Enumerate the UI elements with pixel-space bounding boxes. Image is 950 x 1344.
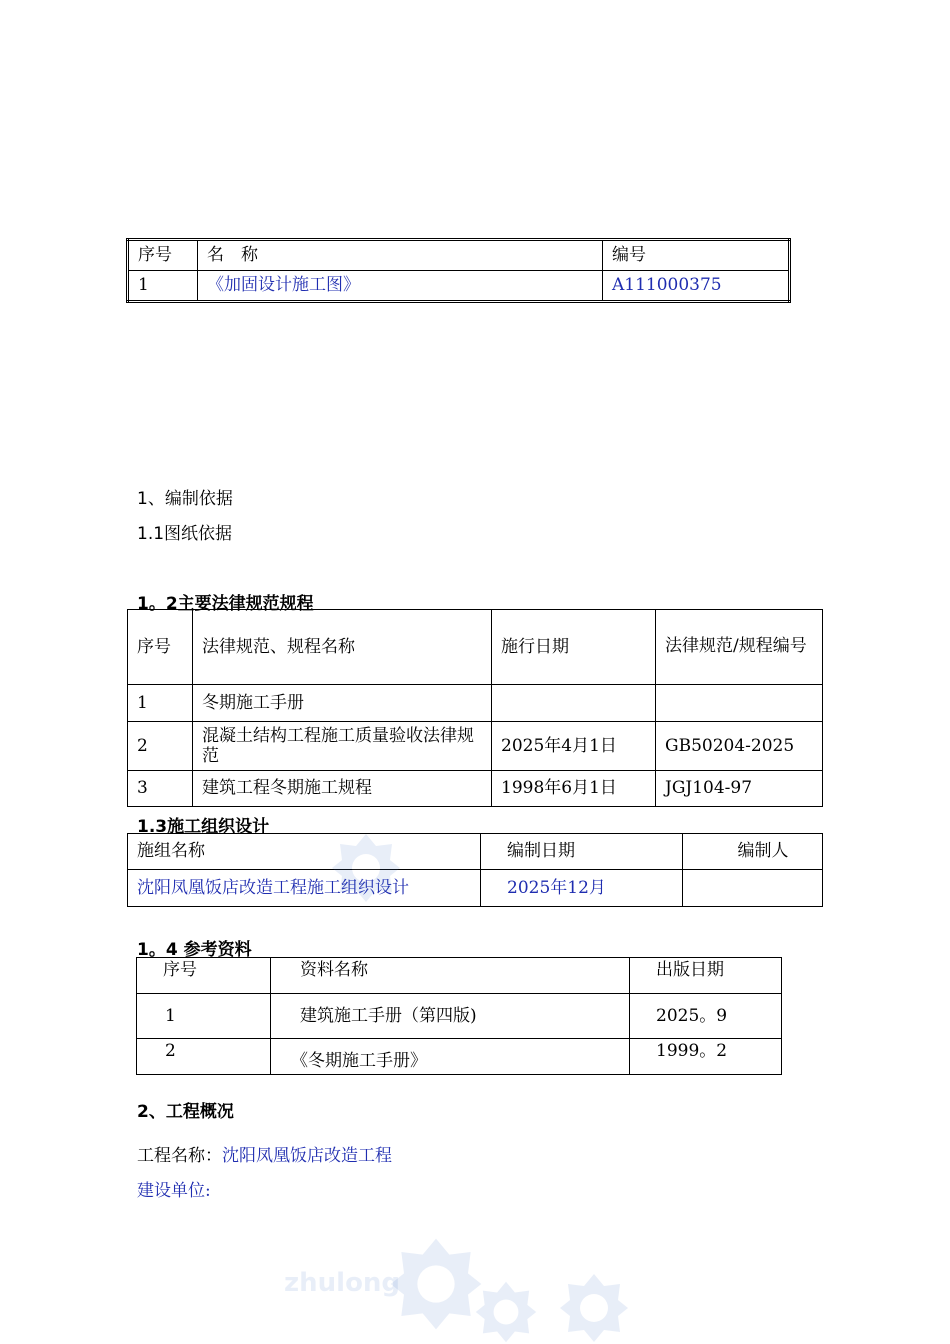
table-cell: 建筑工程冬期施工规程	[193, 771, 492, 807]
table-cell: 1999。2	[630, 1039, 782, 1075]
table-cell	[492, 685, 656, 722]
section-heading-1-3: 1.3施工组织设计	[137, 817, 270, 837]
table-cell: 1	[137, 994, 271, 1039]
table-cell: GB50204-2025	[656, 722, 823, 771]
table-cell: 2	[137, 1039, 271, 1075]
table-cell: 《冬期施工手册》	[271, 1039, 630, 1075]
table-cell	[656, 685, 823, 722]
table-row	[128, 771, 823, 807]
header-cell: 编制日期	[481, 834, 683, 870]
table-row	[128, 271, 790, 302]
header-cell: 名 称	[198, 240, 603, 271]
project-name-line	[137, 1141, 392, 1166]
watermark-snowflake-icon	[556, 1272, 632, 1344]
header-cell: 序号	[128, 610, 193, 685]
table-cell: 冬期施工手册	[193, 685, 492, 722]
table-cell: 3	[128, 771, 193, 807]
header-cell: 编制人	[683, 834, 823, 870]
section-heading-1: 1、编制依据	[137, 489, 233, 509]
table-cell: 2025年12月	[481, 870, 683, 907]
project-name-label: 工程名称：	[137, 1146, 222, 1166]
table-cell: 2025。9	[630, 994, 782, 1039]
table-cell: 沈阳凤凰饭店改造工程施工组织设计	[128, 870, 481, 907]
table-cell: 1998年6月1日	[492, 771, 656, 807]
table-header-row	[128, 834, 823, 870]
table-row	[137, 994, 782, 1039]
watermark-snowflake-icon	[472, 1280, 540, 1344]
table-cell: 《加固设计施工图》	[198, 271, 603, 302]
section-heading-1-4: 1。4 参考资料	[137, 940, 252, 960]
design-table	[127, 833, 823, 907]
header-cell: 法律规范、规程名称	[193, 610, 492, 685]
watermark-snowflake-icon	[330, 832, 402, 904]
reference-table	[136, 957, 782, 1075]
table-header-row	[128, 240, 790, 271]
watermark-snowflake-icon	[388, 1236, 484, 1332]
header-cell: 资料名称	[271, 958, 630, 994]
table-cell: 混凝土结构工程施工质量验收法律规范	[193, 722, 492, 771]
table-row	[128, 685, 823, 722]
header-cell: 出版日期	[630, 958, 782, 994]
section-heading-1-1: 1.1图纸依据	[137, 524, 233, 544]
drawing-table	[126, 238, 791, 303]
header-cell: 序号	[128, 240, 198, 271]
header-cell: 施组名称	[128, 834, 481, 870]
watermark-text: zhulong	[284, 1268, 401, 1298]
table-row	[137, 1039, 782, 1075]
table-cell: 建筑施工手册（第四版)	[271, 994, 630, 1039]
table-header-row	[128, 610, 823, 685]
section-heading-1-2: 1。2主要法律规范规程	[137, 594, 314, 614]
table-row	[128, 870, 823, 907]
header-cell: 法律规范/规程编号	[656, 610, 823, 685]
table-cell: 1	[128, 685, 193, 722]
table-header-row	[137, 958, 782, 994]
table-cell: JGJ104-97	[656, 771, 823, 807]
table-cell: 2	[128, 722, 193, 771]
section-heading-2: 2、工程概况	[137, 1102, 234, 1122]
law-table	[127, 609, 823, 807]
table-cell: 2025年4月1日	[492, 722, 656, 771]
header-cell: 序号	[137, 958, 271, 994]
table-cell: 1	[128, 271, 198, 302]
header-cell: 施行日期	[492, 610, 656, 685]
table-cell: A111000375	[603, 271, 790, 302]
header-cell: 编号	[603, 240, 790, 271]
project-name-value: 沈阳凤凰饭店改造工程	[222, 1146, 392, 1166]
table-row	[128, 722, 823, 771]
table-cell	[683, 870, 823, 907]
builder-label: 建设单位:	[137, 1181, 211, 1201]
